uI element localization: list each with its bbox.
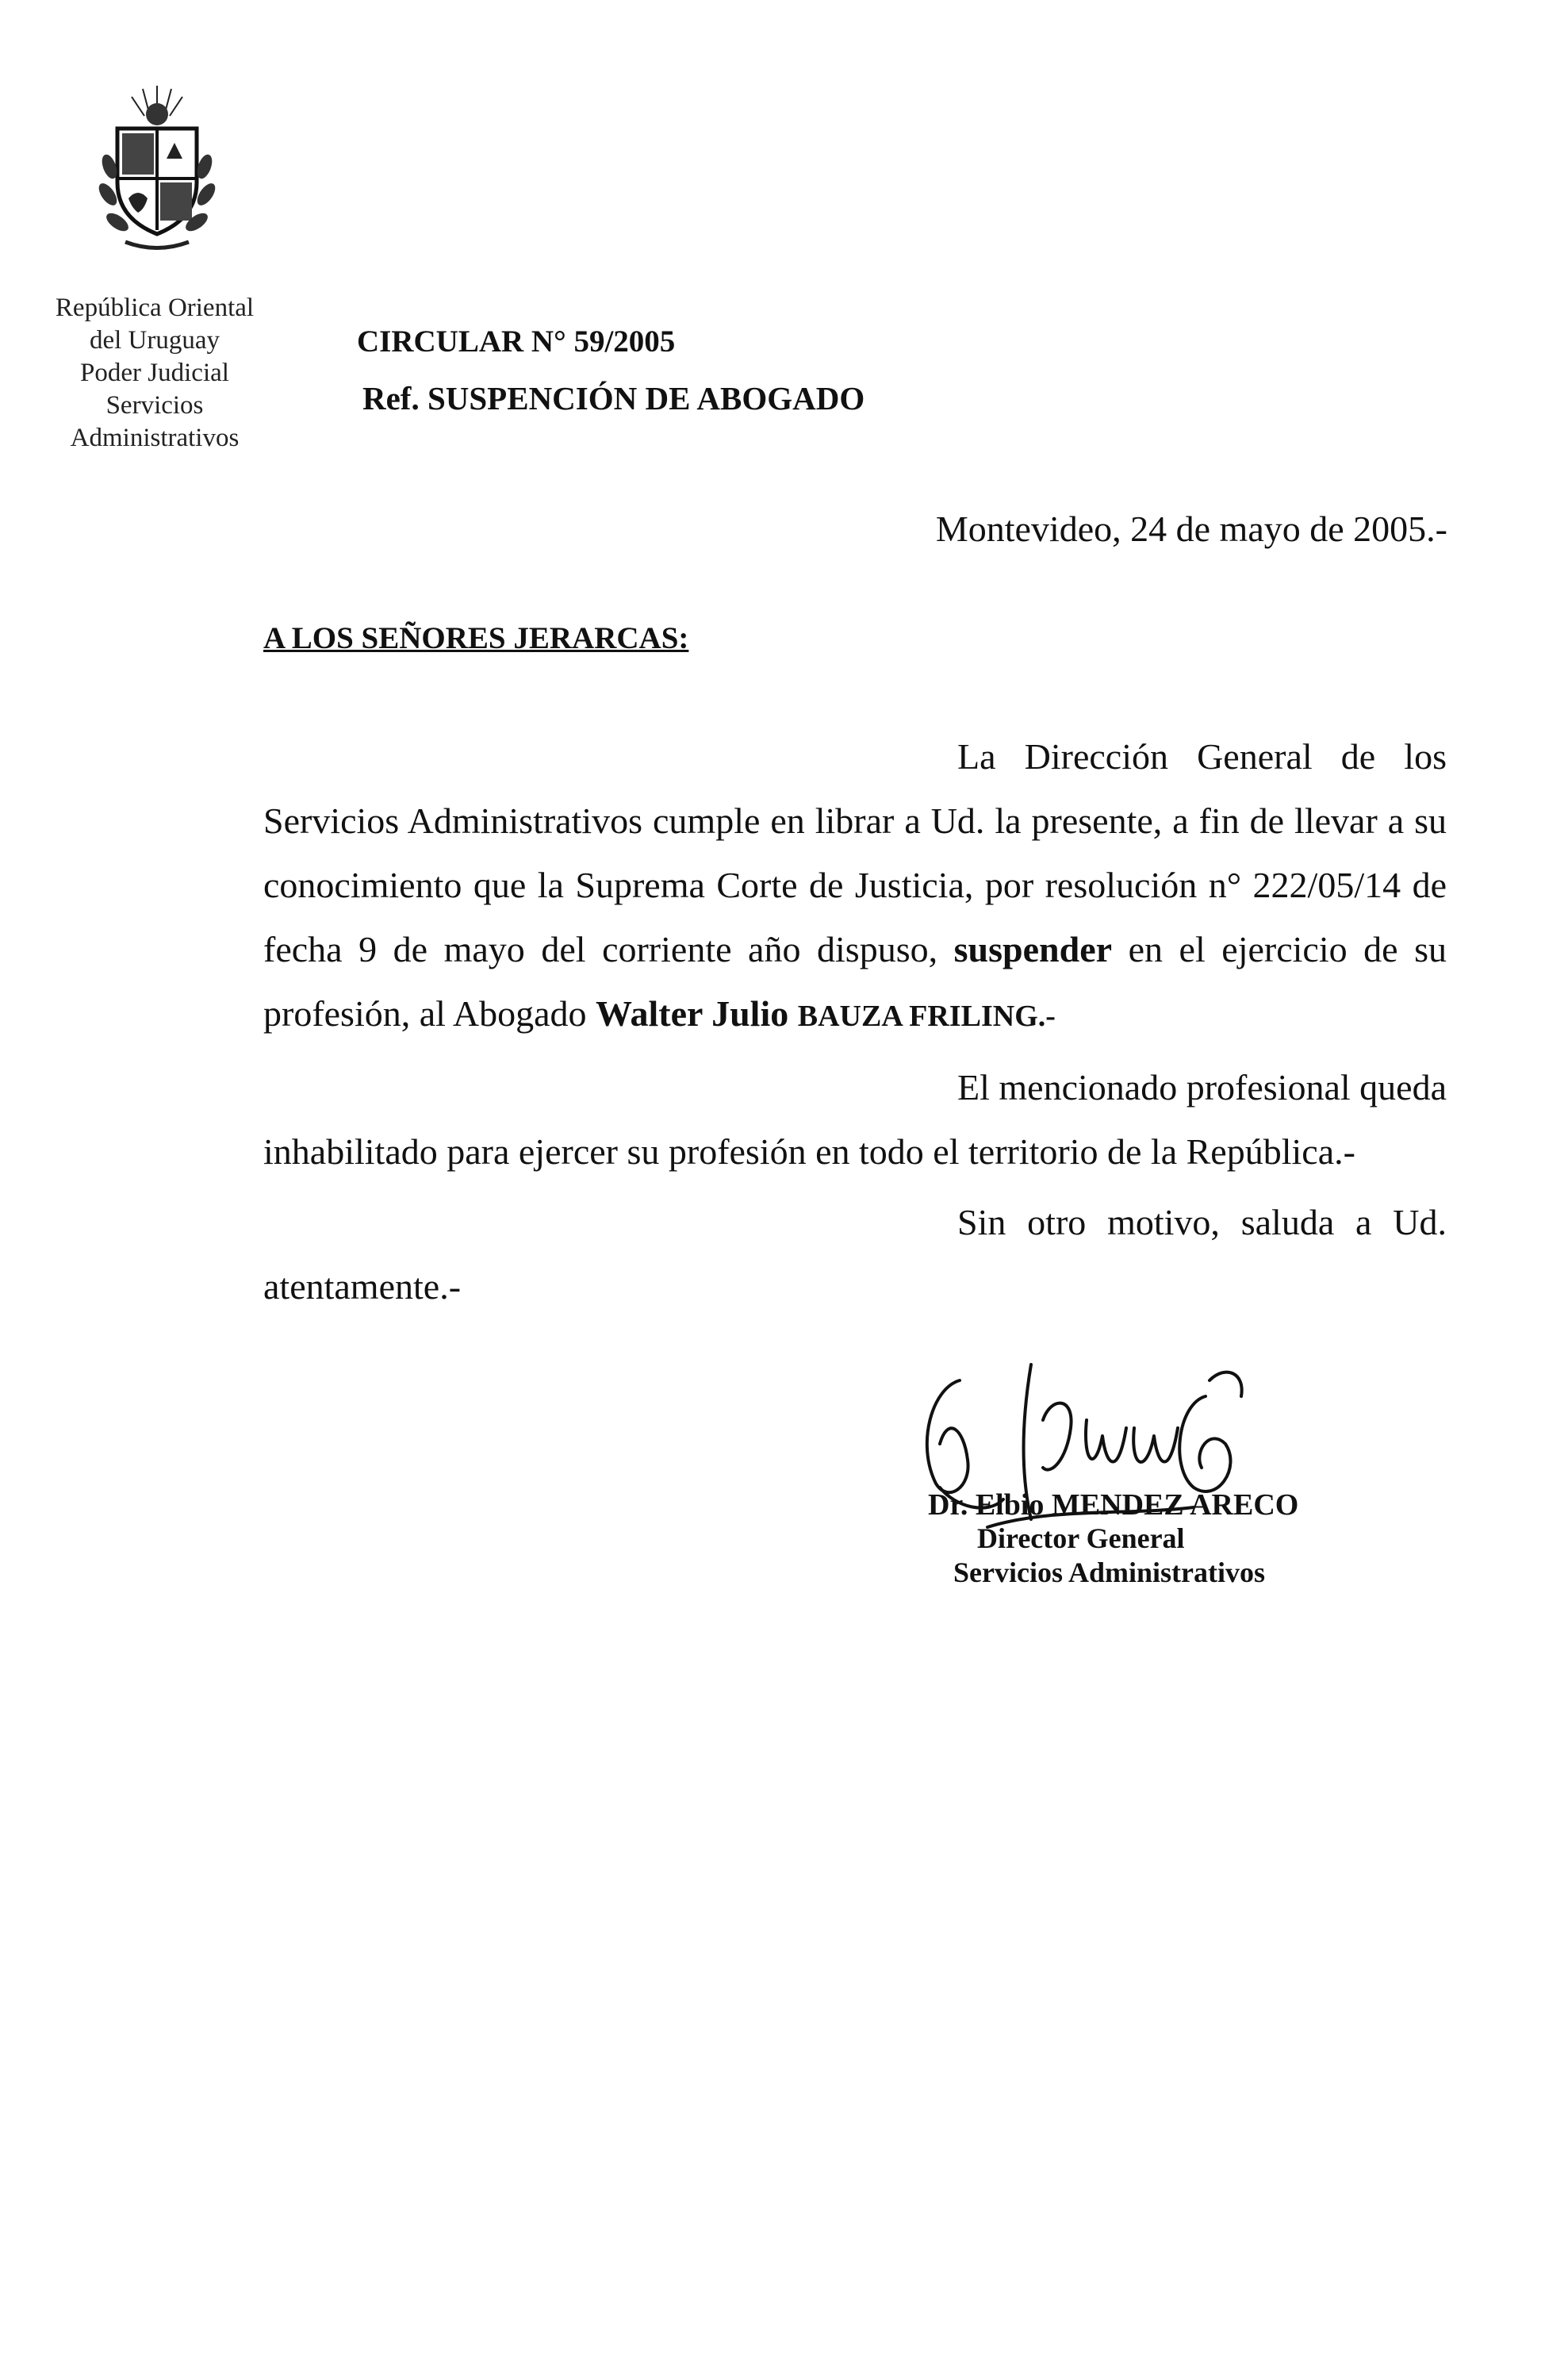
signer-title: Director General [977, 1522, 1185, 1554]
body-paragraph-3 [263, 1190, 1447, 1319]
lawyer-surnames: BAUZA FRILING.- [797, 1000, 1056, 1033]
body-paragraph-1 [263, 724, 1447, 1049]
salutation: A LOS SEÑORES JERARCAS: [263, 621, 689, 655]
institution-line: Servicios [105, 391, 204, 420]
paragraph-text: en el ejercicio de su profesión, al Abogado [263, 929, 1447, 1034]
circular-reference: Ref. SUSPENCIÓN DE ABOGADO [362, 380, 865, 416]
institution-line: del Uruguay [89, 326, 220, 355]
signer-department: Servicios Administrativos [953, 1557, 1265, 1588]
body-paragraph-2 [263, 1055, 1447, 1184]
institution-line: Administrativos [70, 424, 240, 452]
institution-line: Poder Judicial [80, 359, 229, 387]
paragraph-text: Sin otro motivo, saluda a Ud. atentamente.- [263, 1202, 1447, 1307]
lawyer-first-names: Walter Julio [596, 993, 789, 1034]
coat-of-arms-icon [94, 79, 220, 254]
bold-verb: suspender [953, 929, 1113, 969]
institution-block [48, 292, 262, 455]
date-line: Montevideo, 24 de mayo de 2005.- [935, 509, 1447, 549]
institution-line: República Oriental [55, 294, 255, 322]
paragraph-text: La Dirección General de los Servicios Administrativos cumple en librar a Ud. la presente, a fin de llevar a su conocimiento que la Suprema Corte de Justicia, por resolución n° 222/05/14 de fecha 9 de mayo del corriente año dispuso, [263, 736, 1447, 969]
paragraph-text: El mencionado profesional queda inhabilitado para ejercer su profesión en todo el territorio de la República.- [263, 1067, 1447, 1172]
signature-block [928, 1488, 1340, 1590]
signer-name: Dr. Elbio MENDEZ ARECO [928, 1488, 1299, 1522]
circular-number: CIRCULAR N° 59/2005 [357, 324, 676, 359]
